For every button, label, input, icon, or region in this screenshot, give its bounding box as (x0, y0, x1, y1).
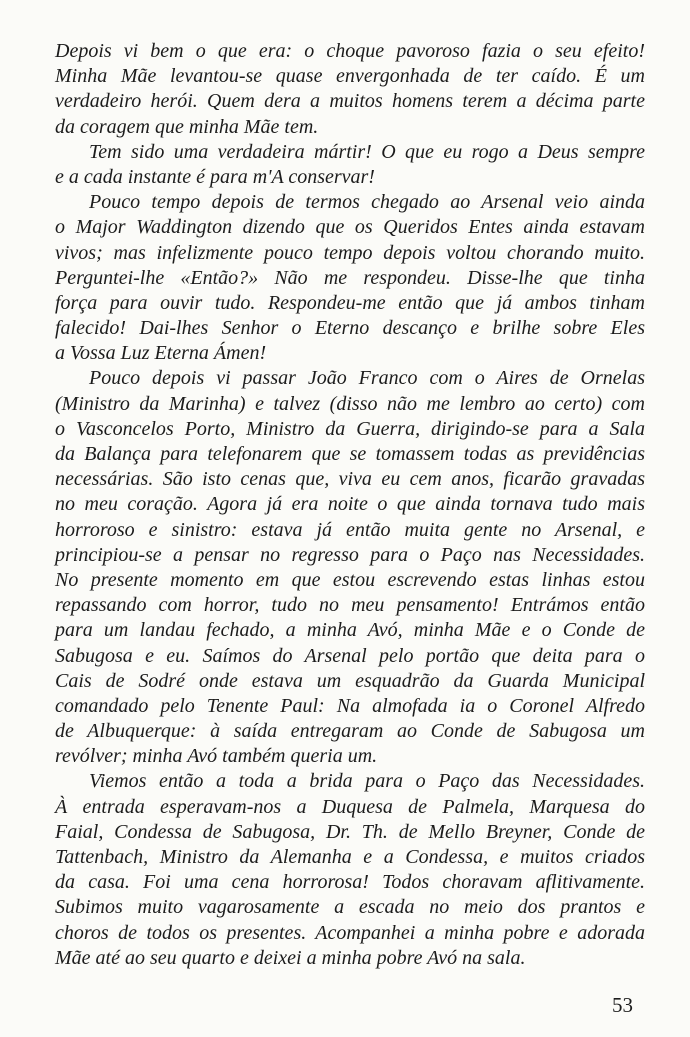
text-line: Tem sido uma verdadeira mártir! O que eu rogo a Deus sempre (89, 140, 645, 163)
text-line: de Albuquerque: à saída entregaram ao Conde de Sabugosa um (55, 720, 645, 743)
text-line: repassando com horror, tudo no meu pensamento! Entrámos então (55, 594, 645, 617)
text-line: para um landau fechado, a minha Avó, minha Mãe e o Conde de (55, 619, 645, 642)
text-line: da coragem que minha Mãe tem. (55, 115, 319, 138)
text-line: a Vossa Luz Eterna Ámen! (55, 342, 267, 365)
text-line: Depois vi bem o que era: o choque pavoroso fazia o seu efeito! (55, 40, 645, 62)
text-line: Viemos então a toda a brida para o Paço das Necessidades. (89, 770, 645, 793)
paragraph (55, 366, 645, 769)
paragraph (55, 140, 645, 190)
text-line: Subimos muito vagarosamente a escada no meio dos prantos e (55, 896, 645, 919)
text-line: (Ministro da Marinha) e talvez (disso não me lembro ao certo) com (55, 392, 645, 415)
text-line: Minha Mãe levantou-se quase envergonhada de ter caído. É um (55, 65, 645, 88)
text-line: horroroso e sinistro: estava já então muita gente no Arsenal, e (55, 518, 645, 541)
text-line: Cais de Sodré onde estava um esquadrão da Guarda Municipal (55, 669, 645, 692)
text-line: Sabugosa e eu. Saímos do Arsenal pelo portão que deita para o (55, 644, 645, 667)
text-line: principiou-se a pensar no regresso para o Paço nas Necessidades. (55, 543, 645, 566)
body-text (55, 39, 645, 971)
text-line: da Balança para telefonarem que se tomassem todas as previdências (55, 443, 645, 465)
text-line: Pouco tempo depois de termos chegado ao Arsenal veio ainda (89, 191, 645, 214)
paragraph (55, 769, 645, 971)
text-line: Faial, Condessa de Sabugosa, Dr. Th. de Mello Breyner, Conde de (55, 820, 645, 843)
text-line: e a cada instante é para m'A conservar! (55, 165, 375, 188)
text-line: Pouco depois vi passar João Franco com o Aires de Ornelas (89, 367, 645, 390)
text-line: força para ouvir tudo. Respondeu-me então que já ambos tinham (55, 291, 645, 314)
text-line: comandado pelo Tenente Paul: Na almofada ia o Coronel Alfredo (55, 694, 645, 717)
text-line: Mãe até ao seu quarto e deixei a minha pobre Avó na sala. (55, 946, 526, 969)
text-line: No presente momento em que estou escrevendo estas linhas estou (55, 568, 645, 591)
text-line: o Major Waddington dizendo que os Queridos Entes ainda estavam (55, 216, 645, 239)
text-line: choros de todos os presentes. Acompanhei a minha pobre e adorada (55, 921, 645, 944)
text-line: Perguntei-lhe «Então?» Não me respondeu. Disse-lhe que tinha (55, 266, 645, 289)
text-line: À entrada esperavam-nos a Duquesa de Palmela, Marquesa do (55, 795, 645, 818)
page-number: 53 (612, 993, 633, 1017)
text-line: o Vasconcelos Porto, Ministro da Guerra, dirigindo-se para a Sala (55, 417, 645, 440)
text-line: vivos; mas infelizmente pouco tempo depois voltou chorando muito. (55, 241, 645, 264)
text-line: revólver; minha Avó também queria um. (55, 745, 378, 768)
text-line: Tattenbach, Ministro da Alemanha e a Condessa, e muitos criados (55, 846, 645, 868)
text-line: falecido! Dai-lhes Senhor o Eterno descanço e brilhe sobre Eles (55, 317, 645, 340)
text-line: necessárias. São isto cenas que, viva eu cem anos, ficarão gravadas (55, 468, 645, 491)
text-line: no meu coração. Agora já era noite o que ainda tornava tudo mais (55, 493, 645, 516)
paragraph (55, 39, 645, 140)
text-line: da casa. Foi uma cena horrorosa! Todos choravam aflitivamente. (55, 871, 645, 894)
text-line: verdadeiro herói. Quem dera a muitos homens terem a décima parte (55, 90, 645, 113)
paragraph (55, 190, 645, 366)
